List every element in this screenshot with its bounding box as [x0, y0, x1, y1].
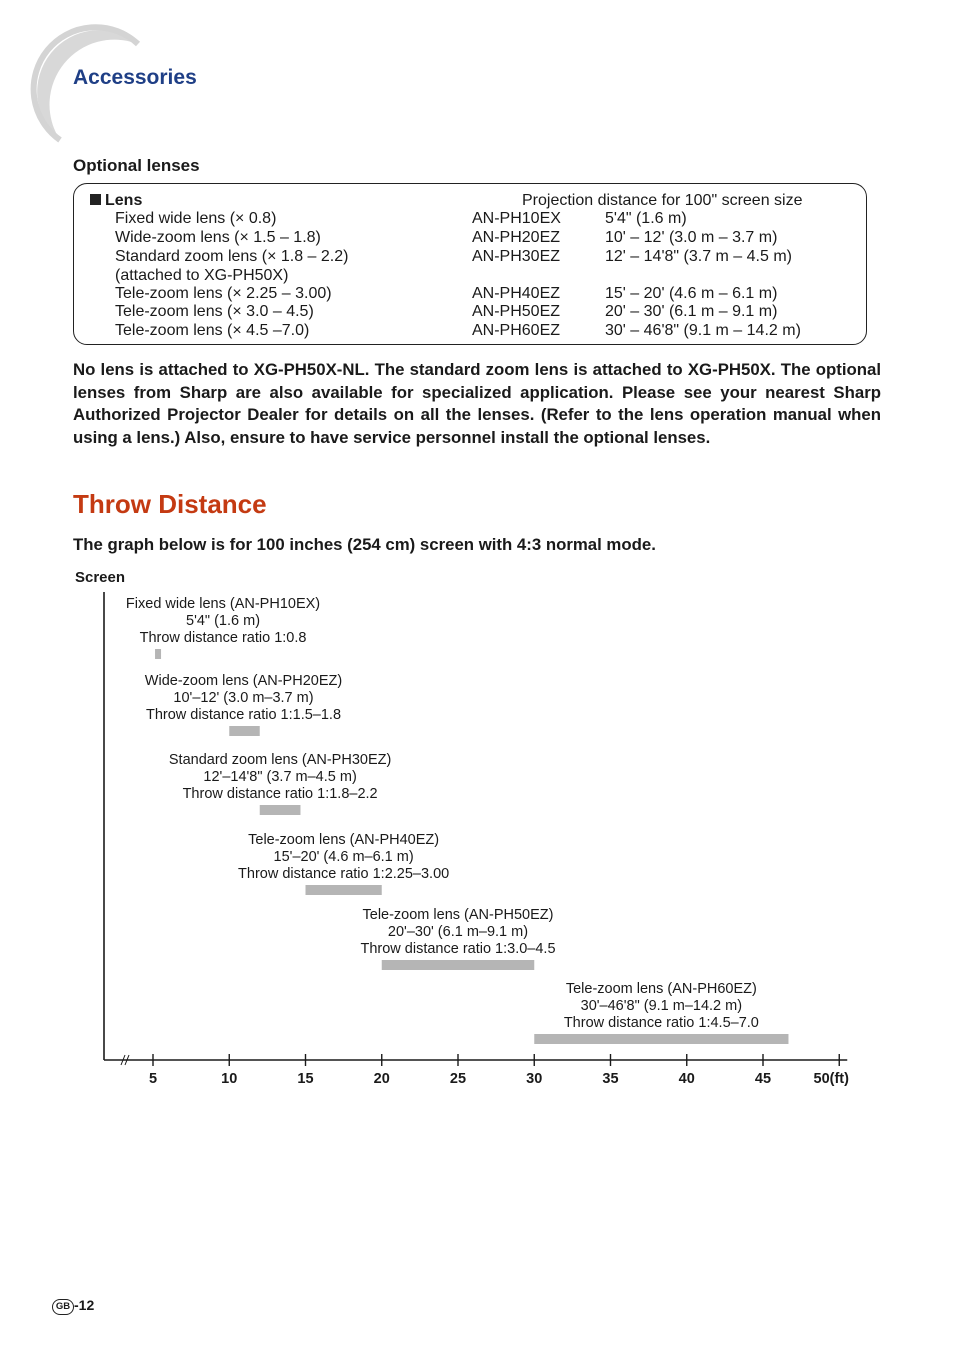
lens-series-label: 12'–14'8" (3.7 m–4.5 m): [203, 769, 357, 785]
x-tick-label: 20: [373, 1071, 390, 1087]
x-tick-label: 45: [754, 1071, 772, 1087]
x-tick-label: 10: [221, 1071, 238, 1087]
lens-series-label: 5'4" (1.6 m): [186, 613, 261, 629]
lens-series-label: Throw distance ratio 1:4.5–7.0: [563, 1015, 759, 1031]
lens-row-name-note: (attached to XG-PH50X): [115, 267, 289, 284]
lens-series-label: Throw distance ratio 1:1.5–1.8: [145, 707, 342, 723]
lens-row-model: AN-PH60EZ: [472, 322, 561, 339]
throw-distance-title: Throw Distance: [73, 489, 267, 519]
lens-series-label: 15'–20' (4.6 m–6.1 m): [273, 849, 414, 865]
graph-note: The graph below is for 100 inches (254 cm) screen with 4:3 normal mode.: [73, 535, 656, 554]
lens-row-distance: 12' – 14'8" (3.7 m – 4.5 m): [605, 248, 792, 265]
lens-series-label: Standard zoom lens (AN-PH30EZ): [168, 752, 392, 768]
lens-note-text: No lens is attached to XG-PH50X-NL. The standard zoom lens is attached to XG-PH50X. The optional lenses from Sharp are also available for specialized application. Please see your nearest Sharp Authorized Projector Dealer for details on all the lenses. (Refer to the lens operation manual when using a lens.) Also, ensure to have service personnel install the optional lenses.: [73, 360, 881, 447]
lens-row-name: Fixed wide lens (× 0.8): [115, 210, 277, 227]
throw-range-bar: [306, 885, 382, 895]
x-tick-label: 40: [678, 1071, 695, 1087]
lens-series-label: Throw distance ratio 1:1.8–2.2: [182, 786, 378, 802]
throw-range-bar: [534, 1034, 788, 1044]
lens-series-label: Tele-zoom lens (AN-PH60EZ): [565, 981, 757, 997]
page-number: -12: [74, 1297, 95, 1313]
x-tick-label: 25: [449, 1071, 467, 1087]
lens-row-model: AN-PH30EZ: [472, 248, 561, 265]
throw-range-bar: [155, 649, 161, 659]
x-tick-label: 15: [297, 1071, 314, 1087]
lens-series-label: Throw distance ratio 1:3.0–4.5: [360, 941, 556, 957]
throw-range-bar: [260, 805, 301, 815]
optional-lenses-heading: Optional lenses: [73, 156, 200, 175]
x-tick-label: 30: [526, 1071, 543, 1087]
x-tick-label: 5: [148, 1071, 158, 1087]
lens-series-label: Throw distance ratio 1:2.25–3.00: [238, 866, 450, 882]
lens-row-name: Standard zoom lens (× 1.8 – 2.2): [115, 248, 349, 265]
distance-column-header: Projection distance for 100" screen size: [522, 192, 803, 209]
lens-series-label: 20'–30' (6.1 m–9.1 m): [387, 924, 529, 940]
lens-series-label: Tele-zoom lens (AN-PH40EZ): [248, 832, 440, 848]
lens-series-label: Tele-zoom lens (AN-PH50EZ): [362, 907, 554, 923]
lens-series-label: Wide-zoom lens (AN-PH20EZ): [144, 673, 343, 689]
lens-row-distance: 30' – 46'8" (9.1 m – 14.2 m): [605, 322, 801, 339]
lens-series-label: Fixed wide lens (AN-PH10EX): [125, 596, 321, 612]
lens-row-distance: 10' – 12' (3.0 m – 3.7 m): [605, 229, 778, 246]
lens-row-model: AN-PH40EZ: [472, 285, 561, 302]
lens-row-model: AN-PH10EX: [472, 210, 561, 227]
lens-series-label: Throw distance ratio 1:0.8: [139, 630, 307, 646]
lens-row-name: Tele-zoom lens (× 4.5 –7.0): [115, 322, 310, 339]
region-badge: GB: [52, 1299, 74, 1315]
lens-row-name: Tele-zoom lens (× 3.0 – 4.5): [115, 303, 314, 320]
x-tick-label: 35: [602, 1071, 619, 1087]
throw-range-bar: [229, 726, 260, 736]
lens-row-distance: 20' – 30' (6.1 m – 9.1 m): [605, 303, 778, 320]
lens-header-label: Lens: [105, 192, 143, 209]
lens-row-distance: 15' – 20' (4.6 m – 6.1 m): [605, 285, 778, 302]
lens-row-model: AN-PH50EZ: [472, 303, 561, 320]
screen-axis-label: Screen: [75, 569, 126, 586]
section-title: Accessories: [73, 66, 197, 89]
x-tick-label: 50(ft): [813, 1071, 849, 1087]
lens-row-model: AN-PH20EZ: [472, 229, 561, 246]
page-footer: [52, 1297, 94, 1315]
lens-row-distance: 5'4" (1.6 m): [605, 210, 687, 227]
lens-row-name: Tele-zoom lens (× 2.25 – 3.00): [115, 285, 332, 302]
lens-row-name: Wide-zoom lens (× 1.5 – 1.8): [115, 229, 321, 246]
lens-series-label: 30'–46'8" (9.1 m–14.2 m): [580, 998, 743, 1014]
lens-series-label: 10'–12' (3.0 m–3.7 m): [173, 690, 314, 706]
throw-range-bar: [382, 960, 535, 970]
